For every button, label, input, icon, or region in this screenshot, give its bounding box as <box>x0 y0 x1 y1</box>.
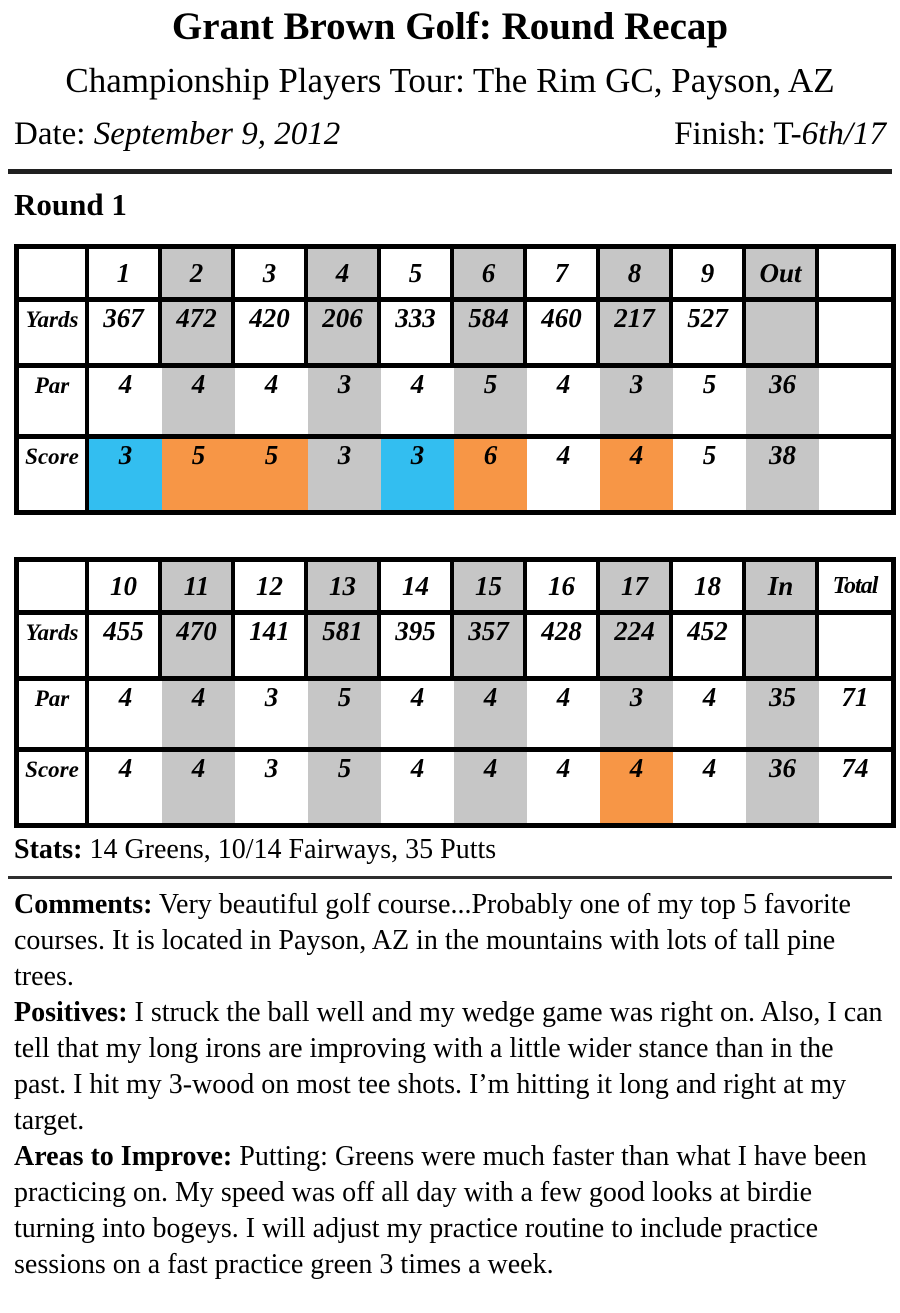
par-cell: 3 <box>600 363 673 434</box>
score-cell: 4 <box>162 747 235 823</box>
notes-section <box>14 887 886 1283</box>
blank-header-cell <box>819 249 891 297</box>
score-cell-birdie: 3 <box>381 434 454 510</box>
yards-in-cell <box>746 610 819 676</box>
yards-cell: 527 <box>673 297 746 363</box>
note-label: Positives: <box>14 997 128 1029</box>
score-cell: 4 <box>89 747 162 823</box>
row-label-par: Par <box>19 676 89 747</box>
score-cell-bogey: 4 <box>600 747 673 823</box>
finish-value: 6th/17 <box>801 116 886 153</box>
hole-header-cell: 17 <box>600 562 673 610</box>
par-cell: 5 <box>454 363 527 434</box>
par-cell: 3 <box>235 676 308 747</box>
score-cell: 4 <box>527 434 600 510</box>
hole-header-cell: 6 <box>454 249 527 297</box>
front-nine-table <box>14 244 896 515</box>
blank-cell <box>819 363 891 434</box>
note-text: I struck the ball well and my wedge game was right on. Also, I can tell that my long irons are improving with a little wider stance than in the past. I hit my 3-wood on most tee shots. I’m hitting it long and right at my target. <box>14 997 883 1137</box>
par-cell: 4 <box>381 363 454 434</box>
yards-cell: 420 <box>235 297 308 363</box>
hole-header-cell: 11 <box>162 562 235 610</box>
score-cell-birdie: 3 <box>89 434 162 510</box>
note-text: Putting: Greens were much faster than what I have been practicing on. My speed was off all day with a few good looks at birdie turning into bogeys. I will adjust my practice routine to include practice sessions on a fast practice green 3 times a week. <box>14 1141 867 1281</box>
stats-label: Stats: <box>14 834 83 866</box>
par-cell: 5 <box>673 363 746 434</box>
yards-cell: 141 <box>235 610 308 676</box>
date-value: September 9, 2012 <box>93 116 341 153</box>
corner-cell <box>19 562 89 610</box>
par-cell: 4 <box>527 363 600 434</box>
yards-cell: 395 <box>381 610 454 676</box>
score-cell-bogey: 5 <box>235 434 308 510</box>
note-areas-to-improve <box>14 1139 886 1283</box>
score-cell: 4 <box>673 747 746 823</box>
corner-cell <box>19 249 89 297</box>
par-cell: 4 <box>527 676 600 747</box>
par-cell: 4 <box>673 676 746 747</box>
score-out-cell: 38 <box>746 434 819 510</box>
yards-cell: 217 <box>600 297 673 363</box>
yards-cell: 367 <box>89 297 162 363</box>
score-cell: 4 <box>381 747 454 823</box>
row-label-score: Score <box>19 747 89 823</box>
stats-text: 14 Greens, 10/14 Fairways, 35 Putts <box>89 834 497 866</box>
row-label-score: Score <box>19 434 89 510</box>
par-in-cell: 35 <box>746 676 819 747</box>
yards-cell: 581 <box>308 610 381 676</box>
yards-cell: 452 <box>673 610 746 676</box>
stats-divider <box>8 876 892 879</box>
row-label-yards: Yards <box>19 297 89 363</box>
hole-header-cell: 12 <box>235 562 308 610</box>
hole-header-cell: 8 <box>600 249 673 297</box>
hole-header-cell: 7 <box>527 249 600 297</box>
score-cell-bogey: 6 <box>454 434 527 510</box>
hole-header-cell: 5 <box>381 249 454 297</box>
yards-cell: 472 <box>162 297 235 363</box>
row-label-par: Par <box>19 363 89 434</box>
par-cell: 3 <box>308 363 381 434</box>
hole-header-cell: 18 <box>673 562 746 610</box>
score-cell: 4 <box>527 747 600 823</box>
par-cell: 4 <box>162 363 235 434</box>
yards-cell: 455 <box>89 610 162 676</box>
note-comments <box>14 887 886 995</box>
header-divider <box>8 169 892 174</box>
yards-cell: 333 <box>381 297 454 363</box>
hole-header-cell: 14 <box>381 562 454 610</box>
hole-header-cell: 15 <box>454 562 527 610</box>
note-positives <box>14 995 886 1139</box>
score-total-cell: 74 <box>819 747 891 823</box>
hole-header-cell: 1 <box>89 249 162 297</box>
finish-label: Finish: T- <box>674 116 802 153</box>
score-cell-bogey: 4 <box>600 434 673 510</box>
par-cell: 4 <box>235 363 308 434</box>
par-cell: 5 <box>308 676 381 747</box>
hole-header-cell: 3 <box>235 249 308 297</box>
par-cell: 4 <box>454 676 527 747</box>
par-cell: 3 <box>600 676 673 747</box>
par-cell: 4 <box>89 363 162 434</box>
hole-header-cell: 10 <box>89 562 162 610</box>
score-cell: 5 <box>308 747 381 823</box>
blank-cell <box>819 610 891 676</box>
yards-cell: 584 <box>454 297 527 363</box>
yards-cell: 206 <box>308 297 381 363</box>
hole-header-cell: 4 <box>308 249 381 297</box>
hole-header-cell: 16 <box>527 562 600 610</box>
total-header-cell: Total <box>832 573 878 600</box>
score-cell: 5 <box>673 434 746 510</box>
yards-cell: 460 <box>527 297 600 363</box>
yards-out-cell <box>746 297 819 363</box>
par-out-cell: 36 <box>746 363 819 434</box>
row-label-yards: Yards <box>19 610 89 676</box>
date-field <box>14 116 340 153</box>
yards-cell: 428 <box>527 610 600 676</box>
finish-field <box>674 116 886 153</box>
par-cell: 4 <box>381 676 454 747</box>
hole-header-cell: 13 <box>308 562 381 610</box>
yards-cell: 470 <box>162 610 235 676</box>
note-label: Areas to Improve: <box>14 1141 233 1173</box>
in-header-cell: In <box>746 562 819 610</box>
note-label: Comments: <box>14 889 153 921</box>
par-total-cell: 71 <box>819 676 891 747</box>
date-label: Date: <box>14 116 86 153</box>
par-cell: 4 <box>162 676 235 747</box>
score-cell: 4 <box>454 747 527 823</box>
note-text: Very beautiful golf course...Probably one of my top 5 favorite courses. It is located in Payson, AZ in the mountains with lots of tall pine trees. <box>14 889 851 993</box>
out-header-cell: Out <box>746 249 819 297</box>
score-cell: 3 <box>308 434 381 510</box>
blank-cell <box>819 434 891 510</box>
score-cell-bogey: 5 <box>162 434 235 510</box>
page-title: Grant Brown Golf: Round Recap <box>171 5 729 48</box>
score-cell: 3 <box>235 747 308 823</box>
stats-line <box>14 834 886 866</box>
hole-header-cell: 2 <box>162 249 235 297</box>
subtitle: Championship Players Tour: The Rim GC, Payson, AZ <box>65 60 835 100</box>
date-finish-line <box>14 116 886 153</box>
score-in-cell: 36 <box>746 747 819 823</box>
par-cell: 4 <box>89 676 162 747</box>
back-nine-table <box>14 557 896 828</box>
round-heading: Round 1 <box>14 187 127 223</box>
yards-cell: 357 <box>454 610 527 676</box>
blank-cell <box>819 297 891 363</box>
yards-cell: 224 <box>600 610 673 676</box>
hole-header-cell: 9 <box>673 249 746 297</box>
